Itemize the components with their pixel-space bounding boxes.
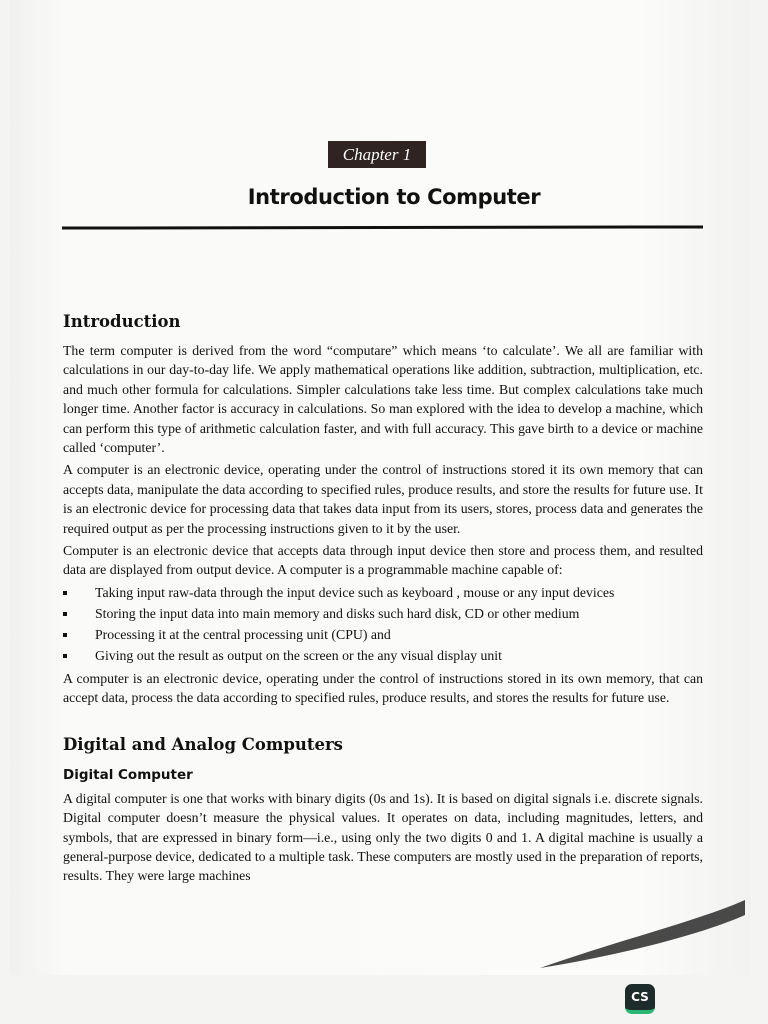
digital-computer-paragraph: A digital computer is one that works with binary digits (0s and 1s). It is based on digital signals i.e. discrete signals. Digital computer doesn’t measure the physical values. It operates on data, including magnitudes, letters, and symbols, that are expressed in binary form—i.e., using only the two digits 0 and 1. A digital machine is usually a general-purpose device, dedicated to a multiple task. These computers are mostly used in the preparation of reports, results. They were large machines [63,790,703,884]
intro-paragraph-3: Computer is an electronic device that accepts data through input device then store and process them, and resulted data are displayed from output device. A computer is a programmable machine capable of: [63,543,703,578]
list-item: Processing it at the central processing unit (CPU) and [63,624,703,645]
page-content [63,309,703,886]
introduction-heading: Introduction [63,312,181,331]
intro-closing-paragraph: A computer is an electronic device, operating under the control of instructions stored in its own memory, that can accept data, process the data according to specified rules, produce results, and stores the results for future use. [63,670,703,706]
chapter-label: Chapter 1 [328,141,426,168]
list-item: Taking input raw-data through the input device such as keyboard , mouse or any input devices [63,582,703,603]
digital-analog-heading: Digital and Analog Computers [63,734,343,754]
capability-list [63,582,703,666]
list-item: Giving out the result as output on the screen or the any visual display unit [63,645,703,666]
intro-paragraph-2: A computer is an electronic device, operating under the control of instructions stored it its own memory that can accepts data, manipulate the data according to specified rules, produce results, and store the results for future use. It is an electronic device for processing data that takes data input from its users, stores, process data and generates the required output as per the processing instructions given to it by the user. [63,462,703,536]
intro-paragraph-1: The term computer is derived from the word “computare” which means ‘to calculate’. We all are familiar with calculations in our day-to-day life. We apply mathematical operations like addition, subtraction, multiplication, etc. and much other formula for calculations. Simpler calculations take less time. But complex calculations take much longer time. Another factor is accuracy in calculations. So man explored with the idea to develop a machine, which can perform this type of arithmetic calculation faster, and with full accuracy. This gave birth to a device or machine called ‘computer’. [63,343,703,456]
title-rule [62,225,703,229]
document-page [10,0,750,975]
list-item: Storing the input data into main memory and disks such hard disk, CD or other medium [63,603,703,624]
camscanner-logo-icon: CS [625,984,655,1014]
digital-computer-subheading: Digital Computer [63,766,193,783]
chapter-title: Introduction to Computer [247,185,541,209]
